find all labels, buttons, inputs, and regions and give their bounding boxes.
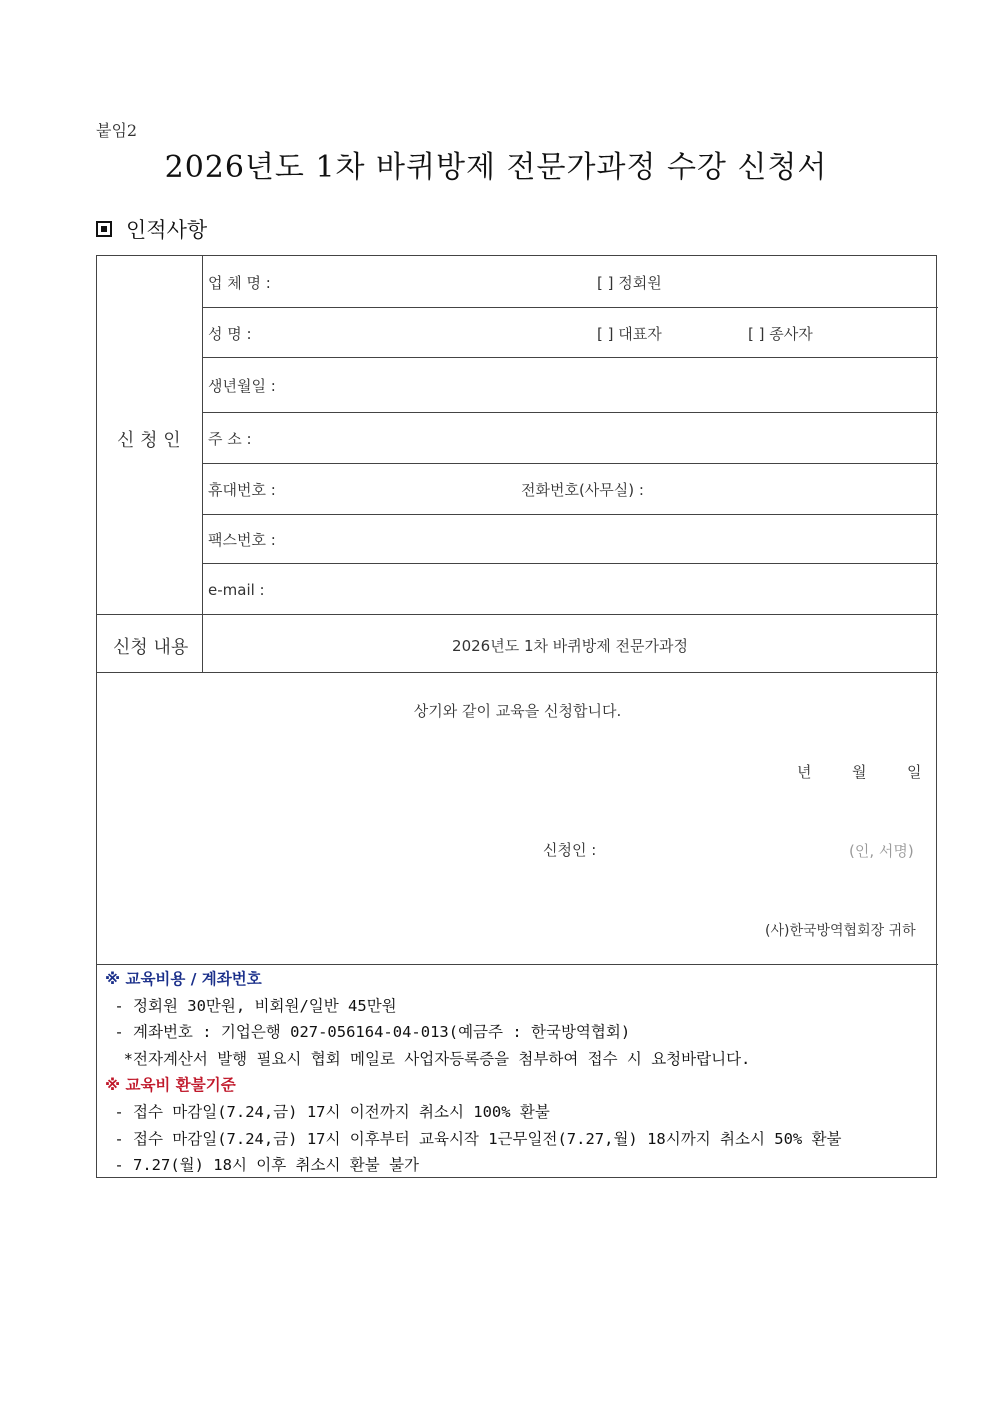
section-heading: [96, 214, 207, 244]
fee-line: - 정회원 30만원, 비회원/일반 45만원: [105, 996, 397, 1015]
birth-date-label: 생년월일 :: [208, 377, 276, 395]
recipient: (사)한국방역협회장 귀하: [765, 923, 916, 939]
fee-line: - 계좌번호 : 기업은행 027-056164-04-013(예금주 : 한국방역협회): [105, 1023, 631, 1042]
company-name-label: 업 체 명 :: [208, 274, 271, 292]
applicant-name-label: 성 명 :: [208, 325, 252, 343]
declaration-statement: 상기와 같이 교육을 신청합니다.: [413, 702, 622, 720]
seal-signature-placeholder: (인, 서명): [849, 842, 914, 860]
application-form: [96, 255, 937, 1178]
refund-line: - 접수 마감일(7.24,금) 17시 이전까지 취소시 100% 환불: [105, 1102, 550, 1121]
applicant-group-label: 신 청 인: [117, 430, 181, 451]
member-checkbox[interactable]: [ ] 정회원: [597, 274, 662, 292]
email-label: e-mail :: [208, 581, 265, 599]
page-title: 2026년도 1차 바퀴방제 전문가과정 수강 신청서: [164, 150, 828, 185]
square-bullet-icon: [96, 221, 112, 237]
mobile-label: 휴대번호 :: [208, 481, 276, 499]
fee-refund-notes: [105, 966, 842, 1179]
refund-header: ※ 교육비 환불기준: [105, 1076, 236, 1095]
applicant-signature-label: 신청인 :: [543, 841, 597, 859]
date-year: 년: [797, 763, 812, 781]
fee-header: ※ 교육비용 / 계좌번호: [105, 970, 262, 988]
section-heading-label: 인적사항: [126, 218, 208, 242]
representative-checkbox[interactable]: [ ] 대표자: [597, 325, 662, 343]
attachment-label: 붙임2: [96, 121, 138, 140]
office-phone-label: 전화번호(사무실) :: [521, 481, 644, 499]
address-label: 주 소 :: [208, 430, 252, 448]
date-month: 월: [852, 763, 867, 781]
course-value: 2026년도 1차 바퀴방제 전문가과정: [452, 637, 688, 655]
fee-line: *전자계산서 발행 필요시 협회 메일로 사업자등록증을 첨부하여 접수 시 요청바랍니다.: [105, 1049, 751, 1068]
fax-label: 팩스번호 :: [208, 531, 276, 549]
refund-line: - 접수 마감일(7.24,금) 17시 이후부터 교육시작 1근무일전(7.27,월) 18시까지 취소시 50% 환불: [105, 1129, 842, 1148]
refund-line: - 7.27(월) 18시 이후 취소시 환불 불가: [105, 1156, 420, 1175]
employee-checkbox[interactable]: [ ] 종사자: [748, 325, 813, 343]
course-label: 신청 내용: [113, 637, 189, 658]
date-day: 일: [907, 763, 922, 781]
